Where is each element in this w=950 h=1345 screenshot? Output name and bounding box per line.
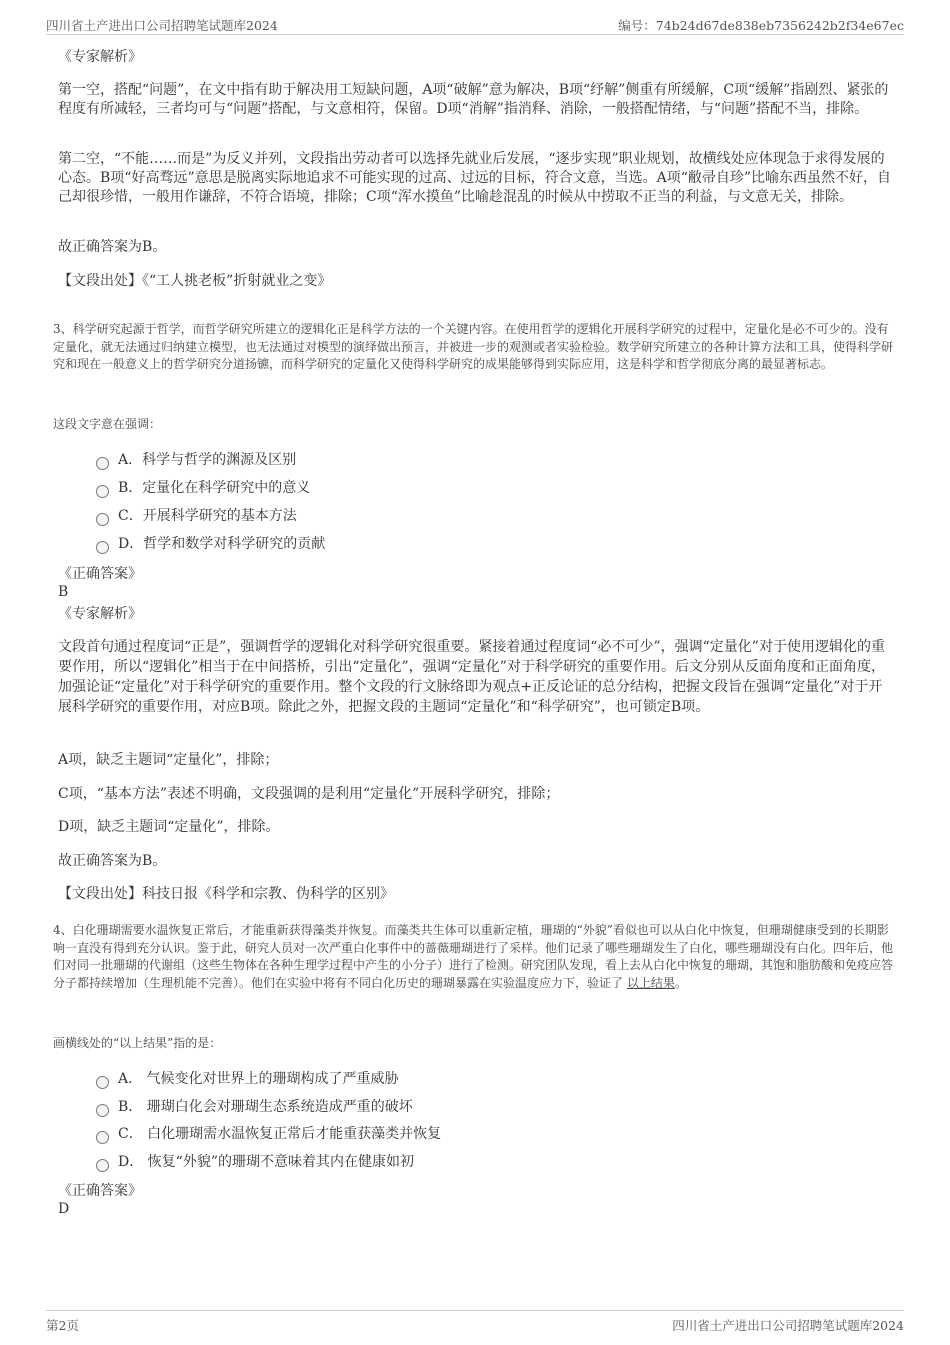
q4-option-c-label: C． 白化珊瑚需水温恢复正常后才能重获藻类并恢复 [118, 1126, 442, 1142]
radio-icon[interactable] [96, 1131, 109, 1144]
q3-conclusion: 故正确答案为B。 [58, 853, 167, 869]
page-header [46, 14, 904, 35]
q2-analysis-para2: 第二空，“不能……而是”为反义并列，文段指出劳动者可以选择先就业后发展，“逐步实现”职业规划，故横线处应体现急于求得发展的心态。B项“好高骛远”意思是脱离实际地追求不可能实现的过高、过远的目标，符合文意，当选。A项“敝帚自珍”比喻东西虽然不好，自己却很珍惜，一般用作谦辞，不符合语境，排除；C项“浑水摸鱼”比喻趁混乱的时候从中捞取不正当的利益，与文意无关，排除。 [58, 151, 892, 205]
q3-note-c: C项，“基本方法”表述不明确，文段强调的是利用“定量化”开展科学研究，排除； [58, 786, 560, 802]
q3-answer: B [58, 584, 69, 600]
q4-option-a[interactable] [96, 1070, 399, 1088]
q3-option-a-label: A．科学与哲学的渊源及区别 [118, 452, 297, 468]
radio-icon[interactable] [96, 457, 109, 470]
q3-analysis: 文段首句通过程度词“正是”，强调哲学的逻辑化对科学研究很重要。紧接着通过程度词“必不可少”，强调“定量化”对于使用逻辑化的重要作用，所以“逻辑化”相当于在中间搭桥，引出“定量化”，强调“定量化”对于科学研究的重要作用。后文分别从反面角度和正面角度，加强论证“定量化”对于科学研究的重要作用。整个文段的行文脉络即为观点+正反论证的总分结构，把握文段旨在强调“定量化”对于开展科学研究的重要作用，对应B项。除此之外，把握文段的主题词“定量化”和“科学研究”，也可锁定B项。 [58, 639, 885, 715]
q3-option-b[interactable] [96, 479, 310, 497]
header-title: 四川省土产进出口公司招聘笔试题库2024 [46, 18, 278, 33]
q4-stem-end: 。 [674, 975, 687, 990]
q4-option-d[interactable] [96, 1153, 414, 1171]
q4-question: 画横线处的“以上结果”指的是： [53, 1036, 222, 1050]
page-footer [46, 1310, 904, 1335]
q4-option-b[interactable] [96, 1098, 413, 1116]
q4-option-d-label: D． 恢复“外貌”的珊瑚不意味着其内在健康如初 [118, 1154, 414, 1170]
q2-analysis-label: 《专家解析》 [58, 49, 142, 65]
q3-option-c[interactable] [96, 507, 297, 525]
q3-stem: 3、科学研究起源于哲学，而哲学研究所建立的逻辑化正是科学方法的一个关键内容。在使用哲学的逻辑化开展科学研究的过程中，定量化是必不可少的。没有定量化，就无法通过归纳建立模型，也无法通过对模型的演绎做出预言，并被进一步的观测或者实验检验。数学研究所建立的各种计算方法和工具，使得科学研究和现在一般意义上的哲学研究分道扬镳，而科学研究的定量化又使得科学研究的成果能够得到实际应用，这是科学和哲学彻底分离的最显著标志。 [53, 322, 894, 371]
radio-icon[interactable] [96, 485, 109, 498]
footer-page-number: 第2页 [46, 1318, 79, 1333]
q3-answer-label: 《正确答案》 [58, 566, 142, 582]
q3-source: 【文段出处】科技日报《科学和宗教、伪科学的区别》 [58, 886, 394, 902]
radio-icon[interactable] [96, 541, 109, 554]
q3-option-c-label: C．开展科学研究的基本方法 [118, 508, 297, 524]
q4-answer: D [58, 1201, 70, 1217]
q2-conclusion: 故正确答案为B。 [58, 239, 167, 255]
radio-icon[interactable] [96, 1076, 109, 1089]
radio-icon[interactable] [96, 1159, 109, 1172]
q3-option-b-label: B．定量化在科学研究中的意义 [118, 480, 311, 496]
q2-source: 【文段出处】《“工人挑老板”折射就业之变》 [58, 273, 332, 289]
q3-question: 这段文字意在强调： [53, 417, 162, 431]
q3-analysis-label: 《专家解析》 [58, 606, 142, 622]
header-serial: 编号：74b24d67de838eb7356242b2f34e67ec [618, 18, 904, 33]
q3-option-d-label: D．哲学和数学对科学研究的贡献 [118, 536, 326, 552]
q3-option-d[interactable] [96, 535, 325, 553]
radio-icon[interactable] [96, 1104, 109, 1117]
q4-stem-text: 4、白化珊瑚需要水温恢复正常后，才能重新获得藻类并恢复。而藻类共生体可以重新定植，珊瑚的“外貌”看似也可以从白化中恢复，但珊瑚健康受到的长期影响一直没有得到充分认识。鉴于此，研究人员对一次严重白化事件中的蔷薇珊瑚进行了采样。他们记录了哪些珊瑚发生了白化，哪些珊瑚没有白化。四年后，他们对同一批珊瑚的代谢组（这些生物体在各种生理学过程中产生的小分子）进行了检测。研究团队发现，看上去从白化中恢复的珊瑚，其饱和脂肪酸和免疫应答分子都持续增加（生理机能不完善）。他们在实验中将有不同白化历史的珊瑚暴露在实验温度应力下，验证了 [53, 923, 894, 990]
q3-option-a[interactable] [96, 451, 296, 469]
q3-note-d: D项，缺乏主题词“定量化”，排除。 [58, 819, 280, 835]
q4-option-a-label: A． 气候变化对世界上的珊瑚构成了严重威胁 [118, 1071, 399, 1087]
radio-icon[interactable] [96, 513, 109, 526]
q4-stem [53, 922, 895, 992]
q4-option-b-label: B． 珊瑚白化会对珊瑚生态系统造成严重的破坏 [118, 1099, 413, 1115]
q2-analysis-para1: 第一空，搭配“问题”，在文中指有助于解决用工短缺问题，A项“破解”意为解决，B项“纾解”侧重有所缓解，C项“缓解”指剧烈、紧张的程度有所减轻，三者均可与“问题”搭配，与文意相符，保留。D项“消解”指消释、消除，一般搭配情绪，与“问题”搭配不当，排除。 [58, 82, 889, 117]
q4-answer-label: 《正确答案》 [58, 1183, 142, 1199]
q3-note-a: A项，缺乏主题词“定量化”，排除； [58, 752, 279, 768]
q4-underlined-phrase: 以上结果 [626, 975, 675, 990]
q4-option-c[interactable] [96, 1125, 441, 1143]
footer-title: 四川省土产进出口公司招聘笔试题库2024 [672, 1318, 904, 1333]
